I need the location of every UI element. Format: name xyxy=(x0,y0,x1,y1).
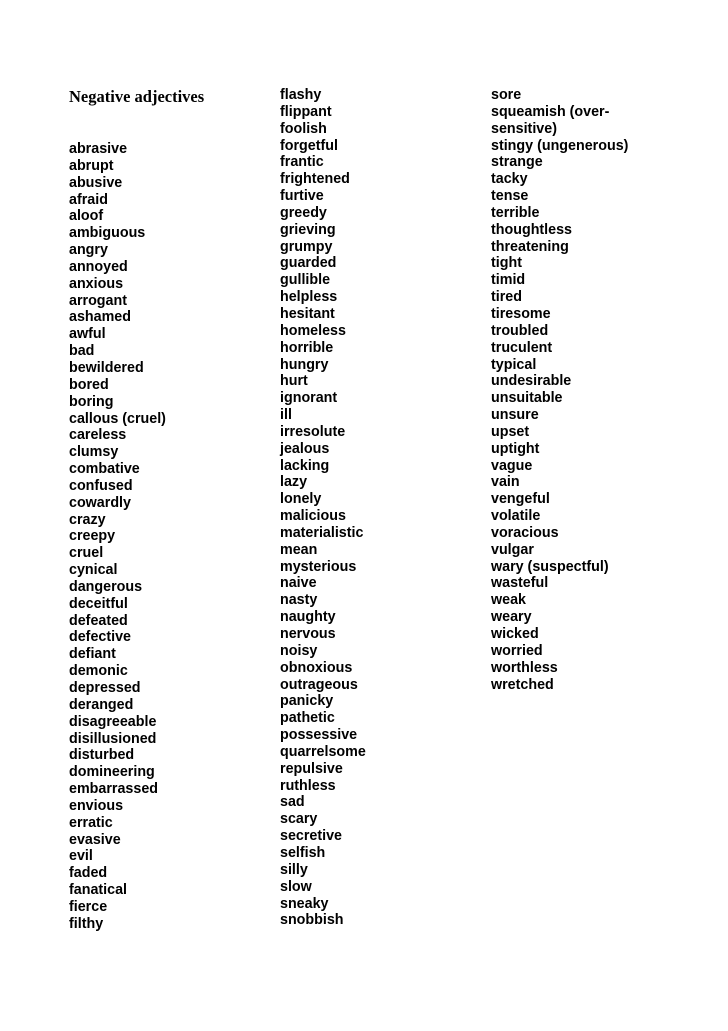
list-item: ambiguous xyxy=(69,225,146,242)
list-item: defeated xyxy=(69,612,128,629)
list-item: ignorant xyxy=(280,390,338,407)
list-item: defective xyxy=(69,629,131,646)
list-item: envious xyxy=(69,797,124,814)
list-item: nasty xyxy=(280,592,318,609)
list-item: tight xyxy=(491,255,522,272)
list-item: combative xyxy=(69,461,140,478)
list-item: frightened xyxy=(280,171,350,188)
list-item: lazy xyxy=(280,474,308,491)
list-item: upset xyxy=(491,423,530,440)
list-item: erratic xyxy=(69,814,113,831)
list-item: possessive xyxy=(280,727,358,744)
list-item: threatening xyxy=(491,238,569,255)
list-item: abusive xyxy=(69,174,123,191)
list-item: awful xyxy=(69,326,106,343)
list-item: terrible xyxy=(491,204,540,221)
list-item: ashamed xyxy=(69,309,131,326)
list-item: worried xyxy=(491,642,543,659)
list-item: tense xyxy=(491,188,529,205)
list-item: dangerous xyxy=(69,578,143,595)
list-item: bewildered xyxy=(69,359,144,376)
list-item: weak xyxy=(491,592,526,609)
word-list-column-2 xyxy=(280,87,366,929)
list-item: evil xyxy=(69,848,93,865)
word-list-column-3 xyxy=(491,87,628,693)
list-item: guarded xyxy=(280,255,337,272)
list-item: volatile xyxy=(491,508,541,525)
list-item: ruthless xyxy=(280,777,336,794)
list-item: crazy xyxy=(69,511,106,528)
list-item: wretched xyxy=(491,676,554,693)
list-item: unsure xyxy=(491,407,539,424)
list-item: jealous xyxy=(280,440,330,457)
list-item: helpless xyxy=(280,289,338,306)
list-item: squeamish (over- xyxy=(491,103,610,120)
list-item: embarrassed xyxy=(69,781,159,798)
list-item: aloof xyxy=(69,208,104,225)
list-item: grieving xyxy=(280,221,336,238)
list-item: demonic xyxy=(69,663,128,680)
list-item: sneaky xyxy=(280,895,329,912)
list-item: unsuitable xyxy=(491,390,563,407)
list-item: abrasive xyxy=(69,141,128,157)
list-item: hurt xyxy=(280,373,308,390)
list-item: typical xyxy=(491,356,537,373)
list-item: furtive xyxy=(280,188,324,205)
list-item: homeless xyxy=(280,322,346,339)
list-item: bad xyxy=(69,343,95,360)
word-list-column-1 xyxy=(69,141,166,933)
list-item: vain xyxy=(491,474,520,491)
list-item: angry xyxy=(69,242,108,259)
list-item: forgetful xyxy=(280,137,338,154)
page-title: Negative adjectives xyxy=(69,87,205,106)
list-item: voracious xyxy=(491,524,559,541)
list-item: faded xyxy=(69,865,108,882)
list-item: evasive xyxy=(69,831,121,848)
list-item: truculent xyxy=(491,339,553,356)
list-item: greedy xyxy=(280,204,327,221)
list-item: flippant xyxy=(280,103,332,120)
list-item: deceitful xyxy=(69,595,128,612)
list-item: vulgar xyxy=(491,541,534,558)
list-item: troubled xyxy=(491,322,549,339)
list-item: flashy xyxy=(280,87,322,103)
list-item: hungry xyxy=(280,356,329,373)
list-item: lonely xyxy=(280,491,322,508)
list-item: vengeful xyxy=(491,491,550,508)
list-item: horrible xyxy=(280,339,334,356)
list-item: selfish xyxy=(280,844,326,861)
list-item: afraid xyxy=(69,191,108,208)
list-item: pathetic xyxy=(280,710,335,727)
list-item: tiresome xyxy=(491,305,551,322)
list-item: timid xyxy=(491,272,526,289)
list-item: gullible xyxy=(280,272,331,289)
list-item: slow xyxy=(280,878,312,895)
list-item: disillusioned xyxy=(69,730,157,747)
list-item: grumpy xyxy=(280,238,333,255)
list-item: hesitant xyxy=(280,305,335,322)
list-item: annoyed xyxy=(69,258,128,275)
list-item: sore xyxy=(491,87,522,103)
list-item: thoughtless xyxy=(491,221,573,238)
list-item: confused xyxy=(69,477,133,494)
list-item: wasteful xyxy=(491,575,549,592)
list-item: defiant xyxy=(69,646,116,663)
list-item: clumsy xyxy=(69,444,119,461)
list-item: cowardly xyxy=(69,494,131,511)
list-item: tacky xyxy=(491,171,528,188)
list-item: uptight xyxy=(491,440,540,457)
list-item: abrupt xyxy=(69,157,114,174)
list-item: scary xyxy=(280,811,318,828)
list-item: irresolute xyxy=(280,423,346,440)
list-item: repulsive xyxy=(280,760,343,777)
list-item: fierce xyxy=(69,898,108,915)
list-item: quarrelsome xyxy=(280,743,366,760)
list-item: secretive xyxy=(280,828,343,845)
list-item: naughty xyxy=(280,609,336,626)
list-item: callous (cruel) xyxy=(69,410,166,427)
list-item: wary (suspectful) xyxy=(491,558,609,575)
list-item: careless xyxy=(69,427,127,444)
list-item: cynical xyxy=(69,562,118,579)
list-item: wicked xyxy=(491,626,539,642)
list-item: lacking xyxy=(280,457,330,474)
list-item: materialistic xyxy=(280,524,364,541)
list-item: disagreeable xyxy=(69,713,157,730)
list-item: sensitive) xyxy=(491,120,557,137)
list-item: mysterious xyxy=(280,558,357,575)
list-item: deranged xyxy=(69,696,134,713)
list-item: boring xyxy=(69,393,114,410)
list-item: nervous xyxy=(280,626,336,642)
list-item: weary xyxy=(491,609,532,626)
list-item: outrageous xyxy=(280,676,358,693)
list-item: tired xyxy=(491,289,522,306)
list-item: panicky xyxy=(280,693,334,710)
list-item: malicious xyxy=(280,508,346,525)
list-item: depressed xyxy=(69,680,141,696)
list-item: strange xyxy=(491,154,543,171)
list-item: fanatical xyxy=(69,882,128,899)
list-item: frantic xyxy=(280,154,324,171)
list-item: sad xyxy=(280,794,305,811)
list-item: worthless xyxy=(491,659,558,676)
list-item: obnoxious xyxy=(280,659,353,676)
list-item: foolish xyxy=(280,120,327,137)
list-item: disturbed xyxy=(69,747,135,764)
list-item: naive xyxy=(280,575,317,592)
list-item: anxious xyxy=(69,275,124,292)
list-item: arrogant xyxy=(69,292,127,309)
list-item: snobbish xyxy=(280,912,344,929)
list-item: domineering xyxy=(69,764,155,781)
list-item: mean xyxy=(280,541,318,558)
list-item: ill xyxy=(280,407,292,424)
list-item: stingy (ungenerous) xyxy=(491,137,629,154)
list-item: filthy xyxy=(69,915,104,932)
list-item: creepy xyxy=(69,528,116,545)
list-item: vague xyxy=(491,457,533,474)
list-item: bored xyxy=(69,376,109,393)
list-item: cruel xyxy=(69,545,104,562)
list-item: undesirable xyxy=(491,373,572,390)
list-item: noisy xyxy=(280,642,318,659)
list-item: silly xyxy=(280,861,308,878)
